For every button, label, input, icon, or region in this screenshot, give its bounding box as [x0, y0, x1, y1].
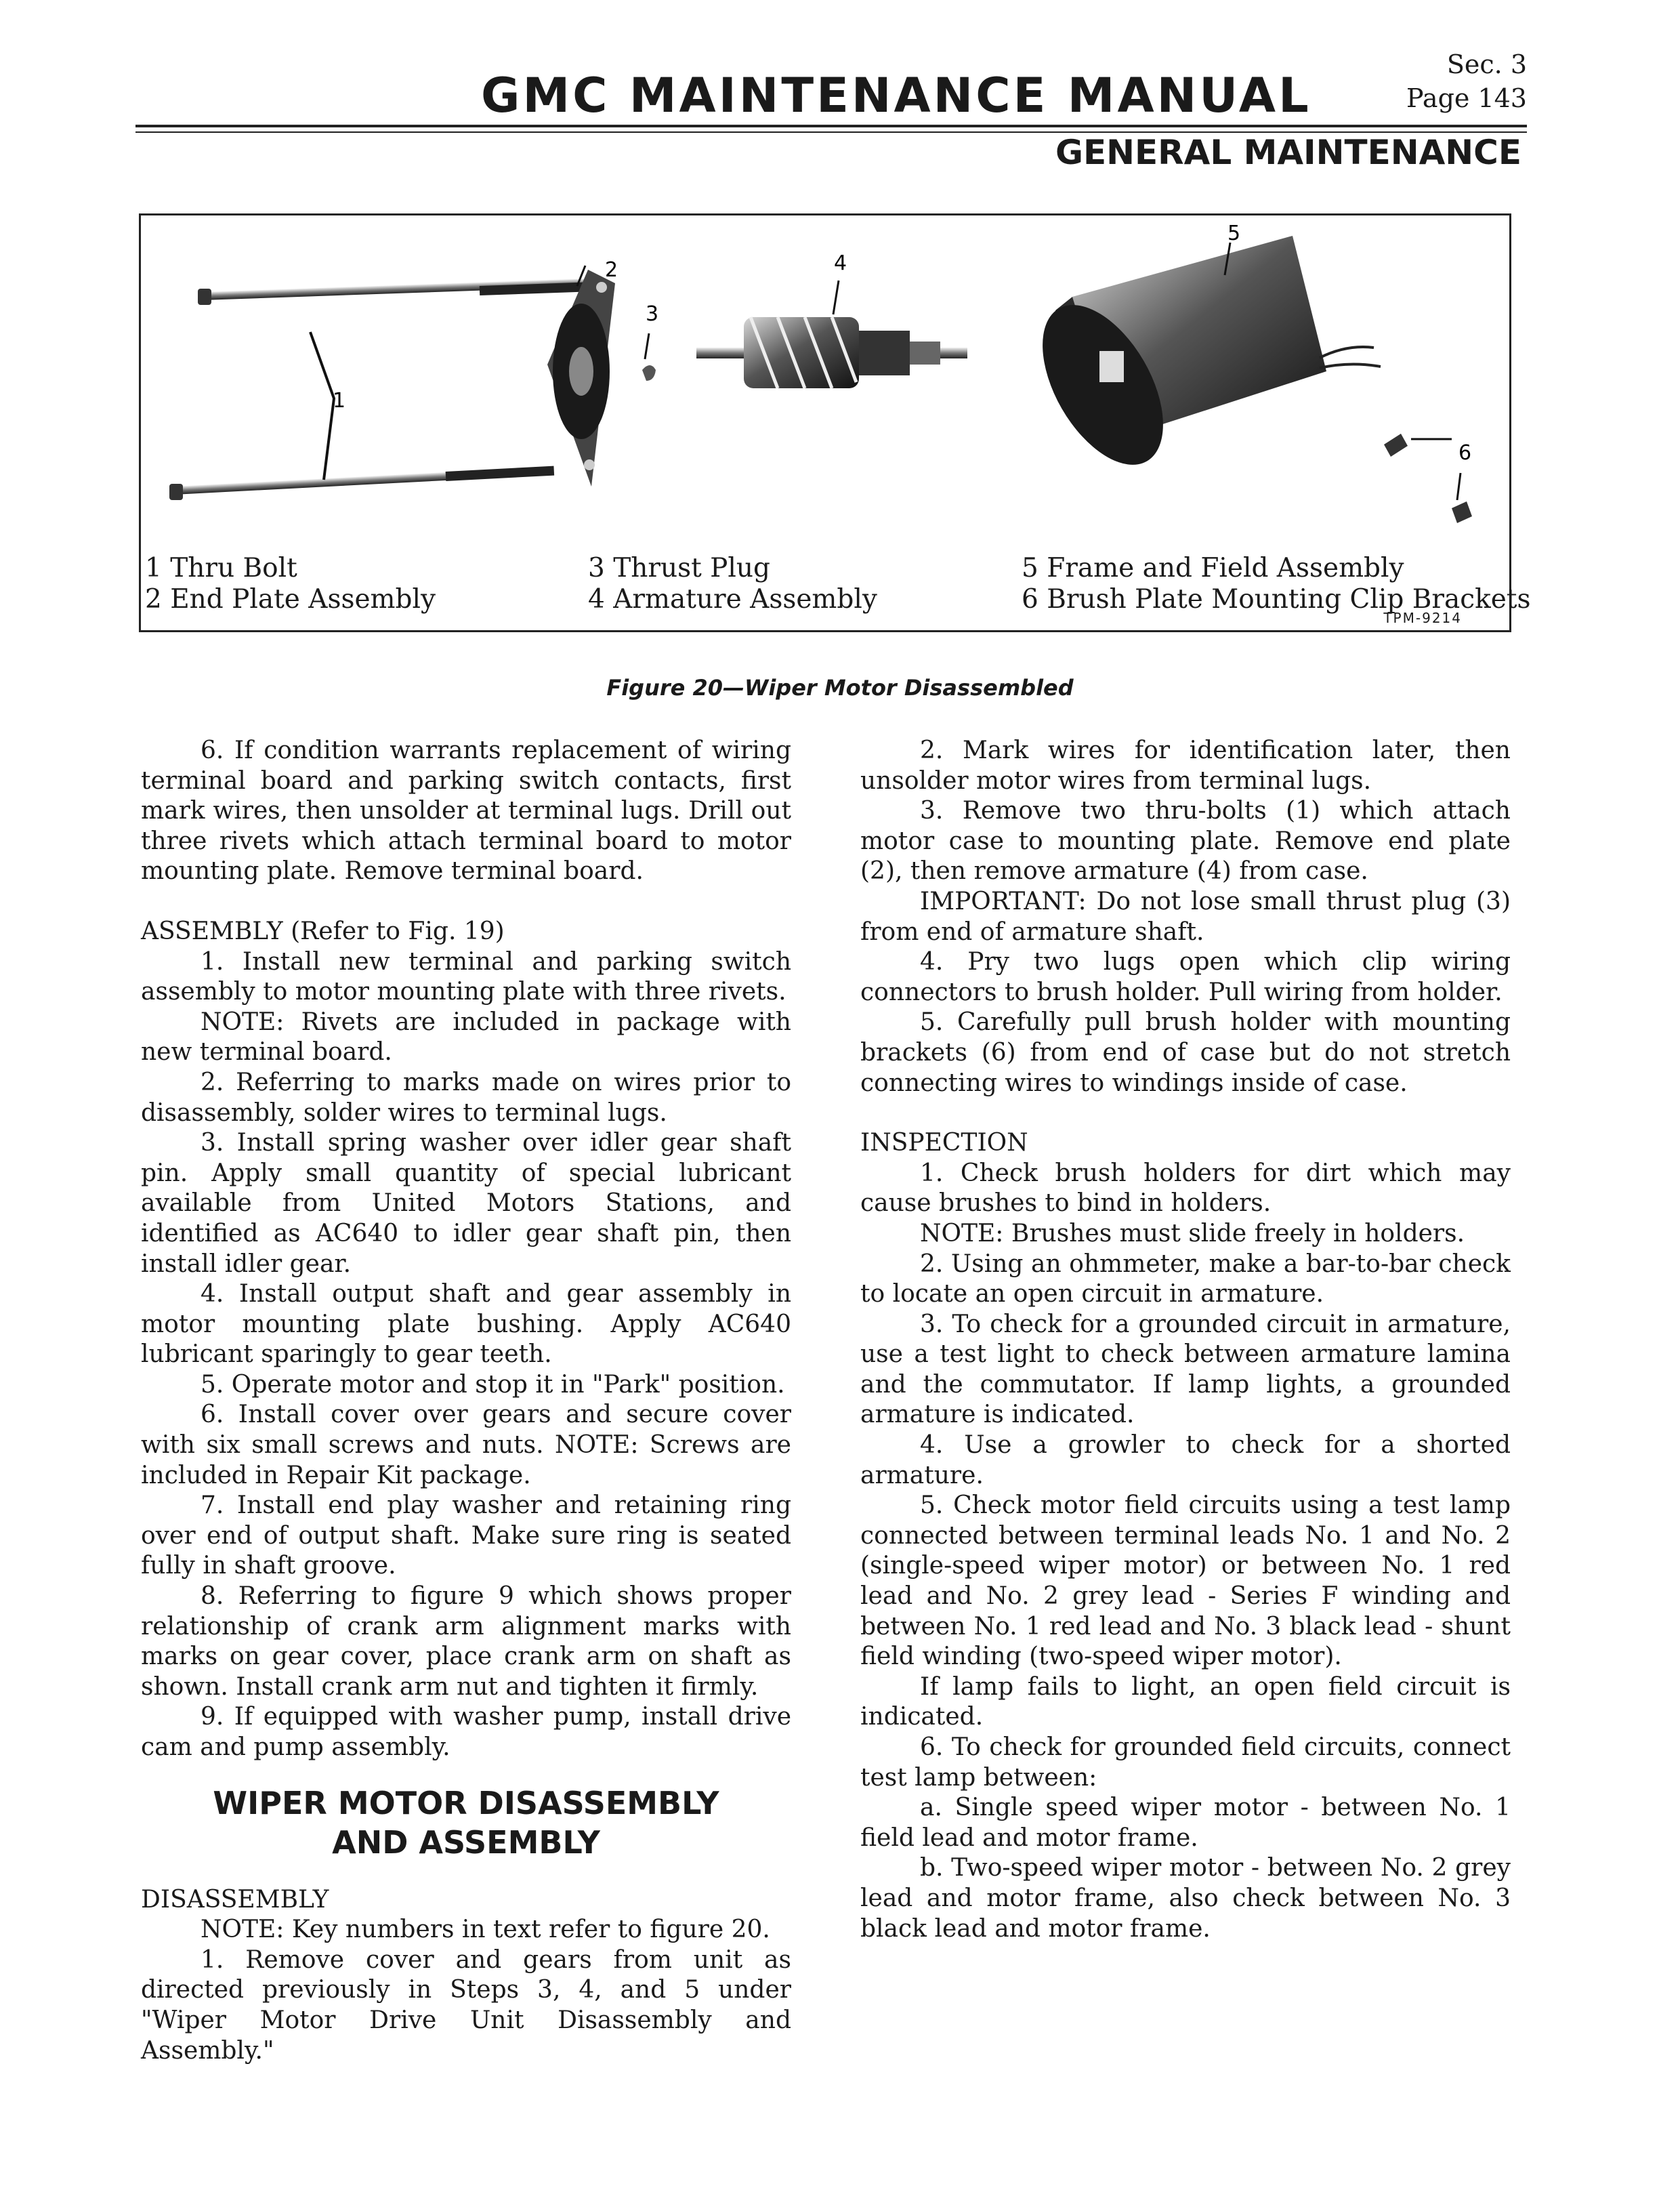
legend-item: 6 Brush Plate Mounting Clip Brackets: [1022, 584, 1531, 615]
legend-item: 5 Frame and Field Assembly: [1022, 553, 1404, 583]
legend-right: [1022, 553, 1531, 615]
left-column: [141, 736, 791, 2066]
paragraph: 4. Install output shaft and gear assembly in motor mounting plate bushing. Apply AC640 lubricant sparingly to gear teeth.: [141, 1280, 791, 1369]
subheading-inspection: INSPECTION: [860, 1129, 1028, 1157]
paragraph: a. Single speed wiper motor - between No. 1 field lead and motor frame.: [860, 1794, 1511, 1852]
paragraph: 4. Pry two lugs open which clip wiring connectors to brush holder. Pull wiring from holder.: [860, 948, 1511, 1006]
paragraph: 6. If condition warrants replacement of wiring terminal board and parking switch contacts, first mark wires, then unsolder at terminal lugs. Drill out three rivets which attach terminal board to motor mounting plate. Remove terminal board.: [141, 737, 791, 886]
section-heading-line: WIPER MOTOR DISASSEMBLY: [213, 1784, 719, 1821]
paragraph: 5. Operate motor and stop it in "Park" position.: [201, 1370, 785, 1399]
wiper-motor-exploded-illustration: [141, 215, 1509, 554]
paragraph: NOTE: Key numbers in text refer to figure 20.: [201, 1916, 770, 1944]
paragraph: 2. Using an ohmmeter, make a bar-to-bar check to locate an open circuit in armature.: [860, 1250, 1511, 1308]
paragraph: 3. Remove two thru-bolts (1) which attach motor case to mounting plate. Remove end plate (2), then remove armature (4) from case.: [860, 797, 1511, 886]
paragraph: 1. Check brush holders for dirt which may cause brushes to bind in holders.: [860, 1159, 1511, 1218]
figure-code: TPM-9214: [1383, 610, 1462, 626]
page-number: Page 143: [1406, 83, 1527, 113]
paragraph: 2. Mark wires for identification later, then unsolder motor wires from terminal lugs.: [860, 737, 1511, 795]
paragraph: 4. Use a growler to check for a shorted armature.: [860, 1431, 1511, 1489]
subheading-assembly: ASSEMBLY (Refer to Fig. 19): [141, 917, 505, 945]
callout-4: 4: [834, 251, 847, 275]
right-column: [860, 736, 1511, 1944]
section-number: Sec. 3: [1446, 49, 1527, 79]
paragraph: 8. Referring to figure 9 which shows proper relationship of crank arm alignment marks with marks on gear cover, place crank arm on shaft as shown. Install crank arm nut and tighten it firmly.: [141, 1582, 791, 1701]
paragraph: 7. Install end play washer and retaining ring over end of output shaft. Make sure ring is seated fully in shaft groove.: [141, 1491, 791, 1580]
paragraph: If lamp fails to light, an open field circuit is indicated.: [860, 1672, 1511, 1731]
paragraph: 6. Install cover over gears and secure cover with six small screws and nuts. NOTE: Screws are included in Repair Kit package.: [141, 1401, 791, 1489]
frame-and-field-part: [1017, 236, 1381, 485]
callout-5: 5: [1227, 222, 1241, 245]
figure-caption: Figure 20—Wiper Motor Disassembled: [606, 675, 1074, 701]
section-subtitle: GENERAL MAINTENANCE: [1055, 133, 1521, 172]
legend-item: 1 Thru Bolt: [145, 553, 297, 583]
paragraph: 1. Remove cover and gears from unit as directed previously in Steps 3, 4, and 5 under "Wiper Motor Drive Unit Disassembly and Assembly.": [141, 1945, 791, 2065]
callout-6: 6: [1458, 441, 1472, 465]
armature-part: [696, 317, 967, 388]
manual-title: GMC MAINTENANCE MANUAL: [481, 68, 1311, 123]
legend-item: 4 Armature Assembly: [588, 584, 877, 615]
legend-left: [145, 553, 436, 615]
legend-item: 3 Thrust Plug: [588, 553, 770, 583]
paragraph: 2. Referring to marks made on wires prior to disassembly, solder wires to terminal lugs.: [141, 1068, 791, 1127]
paragraph: 1. Install new terminal and parking switch assembly to motor mounting plate with three rivets.: [141, 947, 791, 1006]
section-heading: [141, 1783, 791, 1862]
subheading-disassembly: DISASSEMBLY: [141, 1885, 329, 1914]
paragraph: 9. If equipped with washer pump, install drive cam and pump assembly.: [141, 1703, 791, 1761]
section-heading-line: AND ASSEMBLY: [332, 1823, 600, 1861]
end-plate-part: [547, 270, 615, 487]
paragraph: 3. To check for a grounded circuit in armature, use a test light to check between armature lamina and the commutator. If lamp lights, a grounded armature is indicated.: [860, 1310, 1511, 1429]
paragraph: 5. Carefully pull brush holder with mounting brackets (6) from end of case but do not stretch connecting wires to windings inside of case.: [860, 1008, 1511, 1097]
callout-1: 1: [333, 389, 346, 413]
callout-3: 3: [646, 302, 659, 326]
legend-middle: [588, 553, 877, 615]
paragraph: NOTE: Rivets are included in package with new terminal board.: [141, 1008, 791, 1067]
paragraph: b. Two-speed wiper motor - between No. 2 grey lead and motor frame, also check between No. 3 black lead and motor frame.: [860, 1854, 1511, 1943]
section-page-label: [1406, 47, 1527, 115]
paragraph: IMPORTANT: Do not lose small thrust plug (3) from end of armature shaft.: [860, 887, 1511, 946]
thru-bolt-part: [169, 278, 588, 500]
paragraph: 3. Install spring washer over idler gear shaft pin. Apply small quantity of special lubricant available from United Motors Stations, and identified as AC640 to idler gear shaft pin, then install idler gear.: [141, 1129, 791, 1278]
callout-2: 2: [605, 258, 618, 282]
thrust-plug-part: [642, 365, 656, 381]
figure-box: [139, 213, 1531, 632]
paragraph: 6. To check for grounded field circuits, connect test lamp between:: [860, 1733, 1511, 1792]
paragraph: NOTE: Brushes must slide freely in holders.: [920, 1219, 1465, 1247]
header-rule: [135, 125, 1527, 127]
legend-item: 2 End Plate Assembly: [145, 584, 436, 615]
paragraph: 5. Check motor field circuits using a test lamp connected between terminal leads No. 1 and No. 2 (single-speed wiper motor) or between No. 1 red lead and No. 2 grey lead - Series F winding and between No. 1 red lead and No. 3 black lead - shunt field winding (two-speed wiper motor).: [860, 1491, 1511, 1671]
